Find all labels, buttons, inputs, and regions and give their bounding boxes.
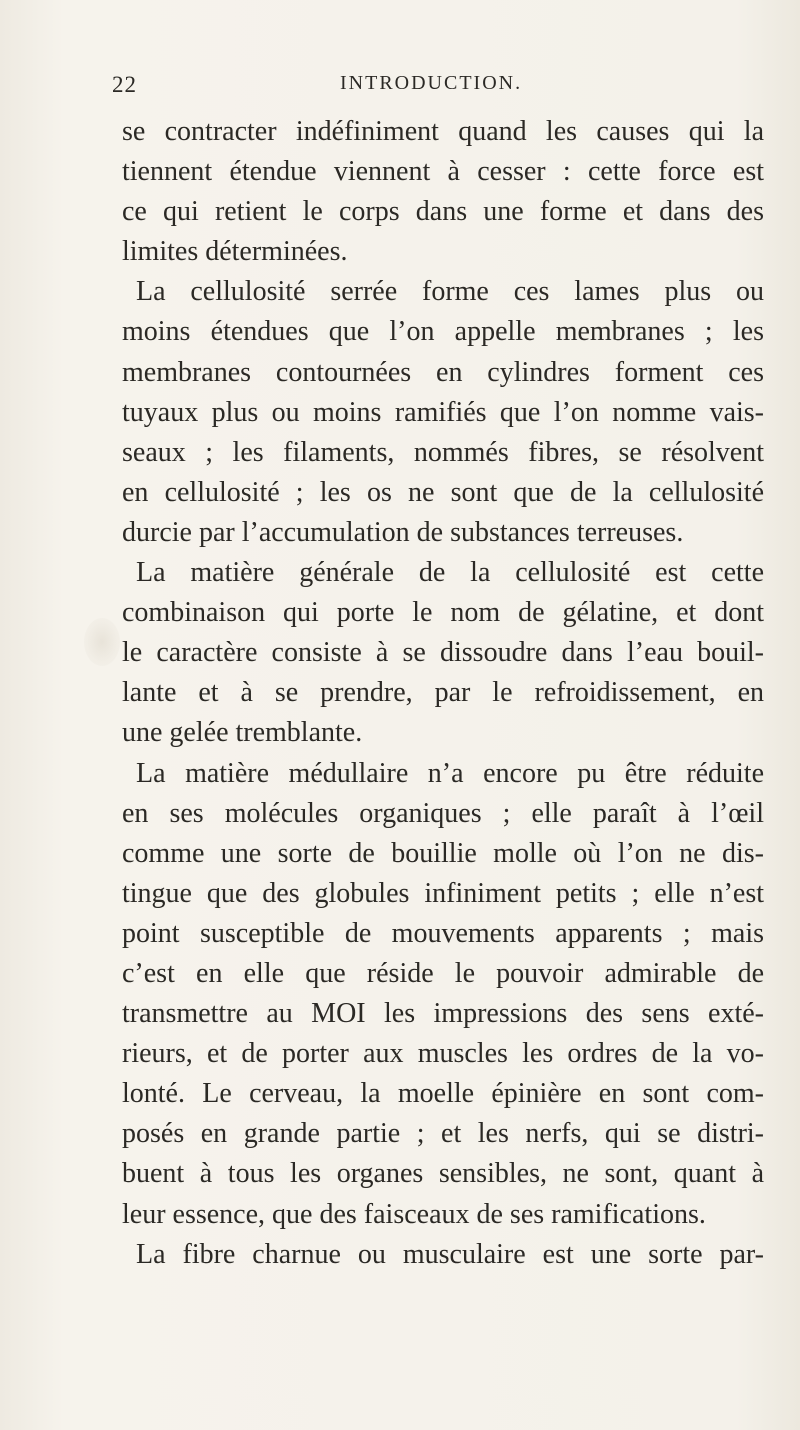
text-line: le caractère consiste à se dissoudre dans l’eau bouil- [122, 637, 764, 669]
page-number: 22 [112, 72, 137, 97]
text-line: lonté. Le cerveau, la moelle épinière en sont com- [122, 1078, 764, 1110]
running-head: INTRODUCTION. [340, 72, 523, 94]
paragraph-start-line: La matière générale de la cellulosité est cette [136, 557, 764, 589]
text-line: combinaison qui porte le nom de gélatine, et dont [122, 597, 764, 629]
text-line: membranes contournées en cylindres forment ces [122, 356, 764, 388]
text-line: en cellulosité ; les os ne sont que de la cellulosité [122, 476, 764, 508]
text-line: comme une sorte de bouillie molle où l’on ne dis- [122, 837, 764, 869]
text-line: c’est en elle que réside le pouvoir admirable de [122, 957, 764, 989]
text-line: ce qui retient le corps dans une forme et dans des [122, 196, 764, 228]
body-text [122, 112, 764, 1275]
text-line: buent à tous les organes sensibles, ne sont, quant à [122, 1158, 764, 1190]
paragraph-start-line: La fibre charnue ou musculaire est une sorte par- [136, 1238, 764, 1270]
text-line: posés en grande partie ; et les nerfs, qui se distri- [122, 1118, 764, 1150]
text-line: rieurs, et de porter aux muscles les ordres de la vo- [122, 1038, 764, 1070]
text-line: tingue que des globules infiniment petits ; elle n’est [122, 877, 764, 909]
text-line: en ses molécules organiques ; elle paraît à l’œil [122, 797, 764, 829]
paper-stain [84, 618, 120, 666]
text-line: lante et à se prendre, par le refroidissement, en [122, 677, 764, 709]
paragraph-start-line: La matière médullaire n’a encore pu être réduite [136, 757, 764, 789]
text-line: leur essence, que des faisceaux de ses ramifications. [122, 1198, 706, 1230]
text-line: une gelée tremblante. [122, 717, 363, 749]
text-line: seaux ; les filaments, nommés fibres, se résolvent [122, 436, 764, 468]
text-line: moins étendues que l’on appelle membranes ; les [122, 316, 764, 348]
paragraph-start-line: La cellulosité serrée forme ces lames plus ou [136, 276, 764, 308]
page-header [112, 72, 536, 102]
text-line: point susceptible de mouvements apparents ; mais [122, 917, 764, 949]
text-line: transmettre au MOI les impressions des sens exté- [122, 998, 764, 1030]
text-line: durcie par l’accumulation de substances terreuses. [122, 516, 684, 548]
text-line: tiennent étendue viennent à cesser : cette force est [122, 156, 764, 188]
text-line: se contracter indéfiniment quand les causes qui la [122, 116, 764, 147]
text-line: tuyaux plus ou moins ramifiés que l’on nomme vais- [122, 396, 764, 428]
text-line: limites déterminées. [122, 236, 348, 268]
